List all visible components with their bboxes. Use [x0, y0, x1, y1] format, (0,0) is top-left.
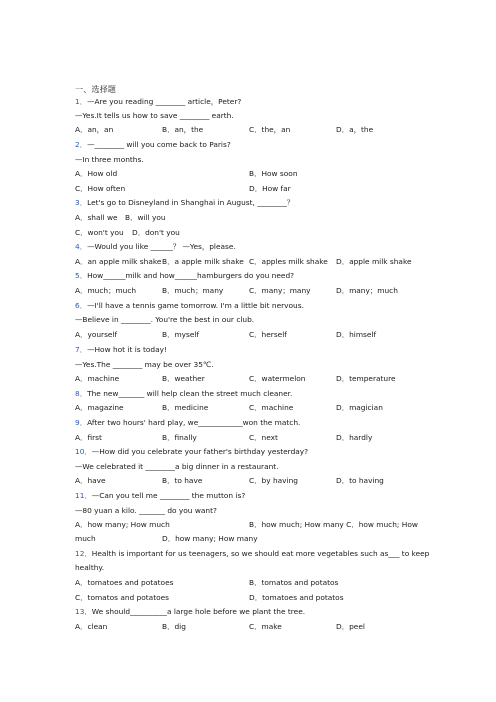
question-8 [75, 389, 292, 399]
option-b: B．weather [162, 374, 205, 383]
question-stem: —How hot it is today! [87, 345, 167, 354]
option-c: C．won't you [75, 228, 124, 237]
option-a: A．yourself [75, 330, 118, 339]
option-d: D．himself [336, 330, 377, 339]
question-number: 13． [75, 607, 92, 616]
option-a: A．how many; How much [75, 520, 170, 529]
question-2 [75, 140, 231, 150]
option-b: B．much；many [162, 286, 224, 295]
question-stem: The new_______ will help clean the street much cleaner. [87, 389, 293, 398]
option-a: A．an，an [75, 125, 114, 134]
question-stem: After two hours' hard play, we____________won the match. [87, 418, 301, 427]
option-c-continued: much [75, 534, 96, 543]
question-1 [75, 97, 241, 107]
question-stem: —How did you celebrate your father's birthday yesterday? [91, 447, 309, 456]
option-d: D．magician [336, 403, 383, 412]
question-stem-line2: —80 yuan a kilo. _______ do you want? [75, 506, 217, 515]
option-d: D．don't you [132, 228, 180, 237]
question-stem: —I'll have a tennis game tomorrow. I'm a little bit nervous. [87, 301, 304, 310]
option-c: C．the，an [249, 125, 291, 134]
question-number: 4． [75, 242, 88, 251]
question-number: 8． [75, 389, 88, 398]
option-b: B．will you [125, 213, 166, 222]
option-b: B．an，the [162, 125, 204, 134]
option-b: B．tomatos and potatos [249, 578, 339, 587]
question-stem-line2: —We celebrated it ________a big dinner in a restaurant. [75, 462, 279, 471]
question-number: 5． [75, 271, 88, 280]
option-b: B．a apple milk shake [162, 257, 244, 266]
option-c: C．apples milk shake [249, 257, 328, 266]
option-a: A．How old [75, 169, 118, 178]
option-a: A．have [75, 476, 106, 485]
option-c: C．next [249, 433, 278, 442]
option-b-c: B．how much; How many C．how much; How [249, 520, 418, 529]
option-c: C．watermelon [249, 374, 306, 383]
question-number: 9． [75, 418, 88, 427]
question-stem: —________ will you come back to Paris? [87, 140, 231, 149]
question-7 [75, 345, 167, 355]
option-c: C．make [249, 622, 282, 631]
question-stem: —Would you like ______？ —Yes，please. [87, 242, 236, 251]
question-number: 1． [75, 97, 88, 106]
question-stem: We should__________a large hole before we plant the tree. [91, 607, 306, 616]
option-d: D．many；much [336, 286, 398, 295]
option-b: B．finally [162, 433, 197, 442]
section-title: 一、选择题 [75, 84, 116, 94]
option-a: A．machine [75, 374, 120, 383]
question-stem-line2: healthy. [75, 563, 105, 572]
question-number: 7． [75, 345, 88, 354]
option-c: C．herself [249, 330, 287, 339]
question-12 [75, 549, 429, 559]
question-5 [75, 271, 294, 281]
question-number: 10． [75, 447, 92, 456]
option-c: C．by having [249, 476, 298, 485]
option-a: A．an apple milk shake [75, 257, 162, 266]
question-stem-line2: —In three months. [75, 155, 144, 164]
option-c: C．tomatos and potatoes [75, 593, 170, 602]
option-c: C．How often [75, 184, 126, 193]
option-d: D．How far [249, 184, 291, 193]
question-number: 3． [75, 198, 88, 207]
question-number: 6． [75, 301, 88, 310]
option-d: D．apple milk shake [336, 257, 412, 266]
option-a: A．clean [75, 622, 108, 631]
option-a: A．tomatoes and potatoes [75, 578, 174, 587]
option-c: C．many；many [249, 286, 311, 295]
option-d: D．peel [336, 622, 365, 631]
question-9 [75, 418, 300, 428]
option-b: B．medicine [162, 403, 209, 412]
question-3 [75, 198, 294, 208]
option-a: A．first [75, 433, 102, 442]
question-stem: —Can you tell me ________ the mutton is? [91, 491, 246, 500]
question-stem: Let's go to Disneyland in Shanghai in August, ________？ [87, 198, 295, 207]
question-stem: —Are you reading ________ article，Peter? [87, 97, 242, 106]
question-stem-line2: —Yes.It tells us how to save ________ earth. [75, 111, 234, 120]
option-b: B．How soon [249, 169, 298, 178]
question-stem-line2: —Yes.The ________ may be over 35℃. [75, 360, 214, 369]
question-number: 2． [75, 140, 88, 149]
question-4 [75, 242, 236, 252]
question-6 [75, 301, 304, 311]
option-d: D．to having [336, 476, 384, 485]
question-11 [75, 491, 245, 501]
question-number: 12． [75, 549, 92, 558]
question-stem: How______milk and how______hamburgers do you need? [87, 271, 295, 280]
option-b: B．to have [162, 476, 203, 485]
option-d: D．a，the [336, 125, 374, 134]
question-13 [75, 607, 305, 617]
question-number: 11． [75, 491, 92, 500]
option-d: D．hardly [336, 433, 373, 442]
option-b: B．myself [162, 330, 200, 339]
option-a: A．magazine [75, 403, 124, 412]
question-10 [75, 447, 308, 457]
option-d: D．temperature [336, 374, 396, 383]
option-d: D．how many; How many [162, 534, 258, 543]
question-stem-line2: —Believe in ________. You're the best in our club. [75, 315, 255, 324]
option-a: A．shall we [75, 213, 118, 222]
option-d: D．tomatoes and potatos [249, 593, 344, 602]
option-a: A．much；much [75, 286, 137, 295]
option-b: B．dig [162, 622, 186, 631]
question-stem: Health is important for us teenagers, so we should eat more vegetables such as___ to keep [91, 549, 430, 558]
option-c: C．machine [249, 403, 294, 412]
